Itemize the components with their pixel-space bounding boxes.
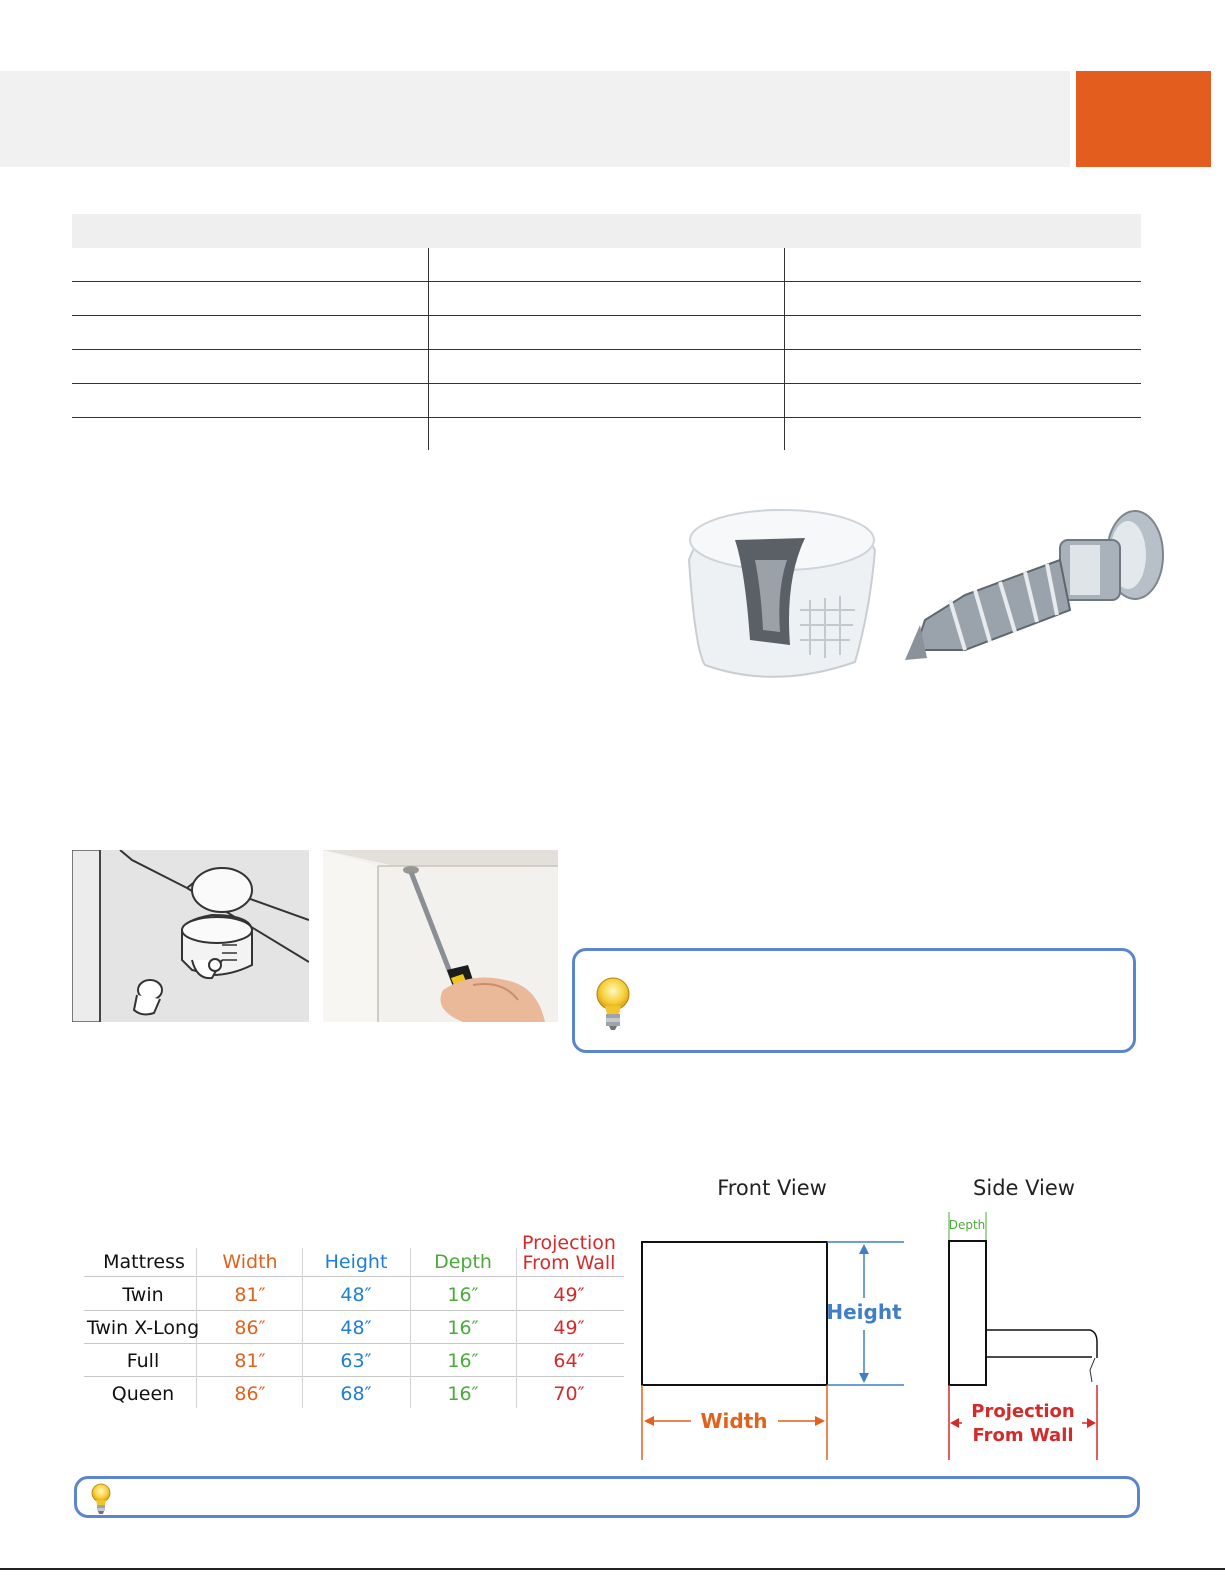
row-divider [84, 1310, 624, 1311]
row-divider [84, 1276, 624, 1277]
column-header-mattress: Mattress [103, 1251, 185, 1273]
table-cell [784, 316, 1142, 349]
cell-depth: 16″ [447, 1350, 479, 1372]
projection-label: Projection [971, 1401, 1075, 1422]
table-row [72, 282, 1141, 316]
table-cell [72, 417, 428, 450]
table-row [72, 417, 1141, 450]
cell-width: 81″ [234, 1284, 266, 1306]
table-row [72, 316, 1141, 350]
bed-frame-outline [986, 1330, 1097, 1358]
cam-lock-housing [689, 510, 875, 677]
cell-height: 63″ [340, 1350, 372, 1372]
column-header-height: Height [324, 1251, 388, 1273]
column-header-projection-line2: From Wall [522, 1252, 616, 1274]
arrow-up-icon [859, 1244, 869, 1254]
table-cell [784, 282, 1142, 315]
arrow-right-icon [1087, 1418, 1096, 1428]
cell-height: 48″ [340, 1284, 372, 1306]
spec-table-header [72, 214, 1141, 248]
row-divider [84, 1343, 624, 1344]
cell-projection: 49″ [553, 1317, 585, 1339]
spec-table [72, 214, 1141, 450]
cell-mattress: Twin X-Long [86, 1317, 200, 1339]
width-label: Width [700, 1409, 768, 1433]
column-header-projection: Projection [522, 1232, 616, 1254]
cell-mattress: Queen [111, 1383, 175, 1405]
arrow-left-icon [950, 1418, 959, 1428]
cell-depth: 16″ [447, 1383, 479, 1405]
cell-width: 81″ [234, 1350, 266, 1372]
cell-depth: 16″ [447, 1284, 479, 1306]
table-cell [72, 384, 428, 417]
footer-rule [0, 1568, 1225, 1570]
row-divider [84, 1376, 624, 1377]
cam-insertion-diagram [72, 850, 309, 1022]
table-cell [72, 350, 428, 383]
side-view-diagram [940, 1210, 1110, 1462]
table-cell [72, 248, 428, 281]
front-view-title: Front View [717, 1176, 827, 1200]
projection-dimension [949, 1385, 1097, 1460]
tip-box [572, 948, 1136, 1053]
cell-projection: 70″ [553, 1383, 585, 1405]
cell-width: 86″ [234, 1383, 266, 1405]
cell-width: 86″ [234, 1317, 266, 1339]
arrow-left-icon [644, 1416, 654, 1426]
header-band [0, 71, 1070, 167]
cell-projection: 49″ [553, 1284, 585, 1306]
height-label: Height [826, 1300, 902, 1324]
bed-side-outline [949, 1241, 986, 1385]
table-row [72, 384, 1141, 418]
tip-box [74, 1476, 1140, 1518]
lightbulb-icon [593, 976, 633, 1032]
cell-mattress: Full [126, 1350, 160, 1372]
screwdriver-photo [323, 850, 558, 1022]
cell-projection: 64″ [553, 1350, 585, 1372]
column-header-depth: Depth [434, 1251, 492, 1273]
table-row [72, 350, 1141, 384]
table-cell [428, 350, 785, 383]
front-view-diagram [636, 1230, 916, 1462]
mattress-size-table [80, 1228, 630, 1413]
arrow-right-icon [815, 1416, 825, 1426]
cam-fittings-photo [665, 500, 1165, 690]
table-cell [72, 282, 428, 315]
table-cell [784, 248, 1142, 281]
bed-front-outline [642, 1242, 827, 1385]
table-cell [784, 417, 1142, 450]
table-cell [784, 384, 1142, 417]
table-cell [784, 350, 1142, 383]
cell-depth: 16″ [447, 1317, 479, 1339]
table-cell [428, 384, 785, 417]
cell-height: 68″ [340, 1383, 372, 1405]
column-header-width: Width [222, 1251, 278, 1273]
projection-label-line2: From Wall [972, 1425, 1074, 1446]
table-cell [428, 316, 785, 349]
cell-mattress: Twin [122, 1284, 164, 1306]
depth-label: Depth [948, 1218, 986, 1232]
table-cell [428, 417, 785, 450]
header-accent-tab [1076, 71, 1211, 167]
cam-bolt [905, 511, 1163, 660]
bed-leg [1090, 1358, 1095, 1382]
table-row [72, 248, 1141, 282]
table-cell [428, 282, 785, 315]
arrow-down-icon [859, 1373, 869, 1383]
side-view-title: Side View [973, 1176, 1075, 1200]
cell-height: 48″ [340, 1317, 372, 1339]
table-cell [428, 248, 785, 281]
table-cell [72, 316, 428, 349]
lightbulb-icon [89, 1482, 113, 1516]
